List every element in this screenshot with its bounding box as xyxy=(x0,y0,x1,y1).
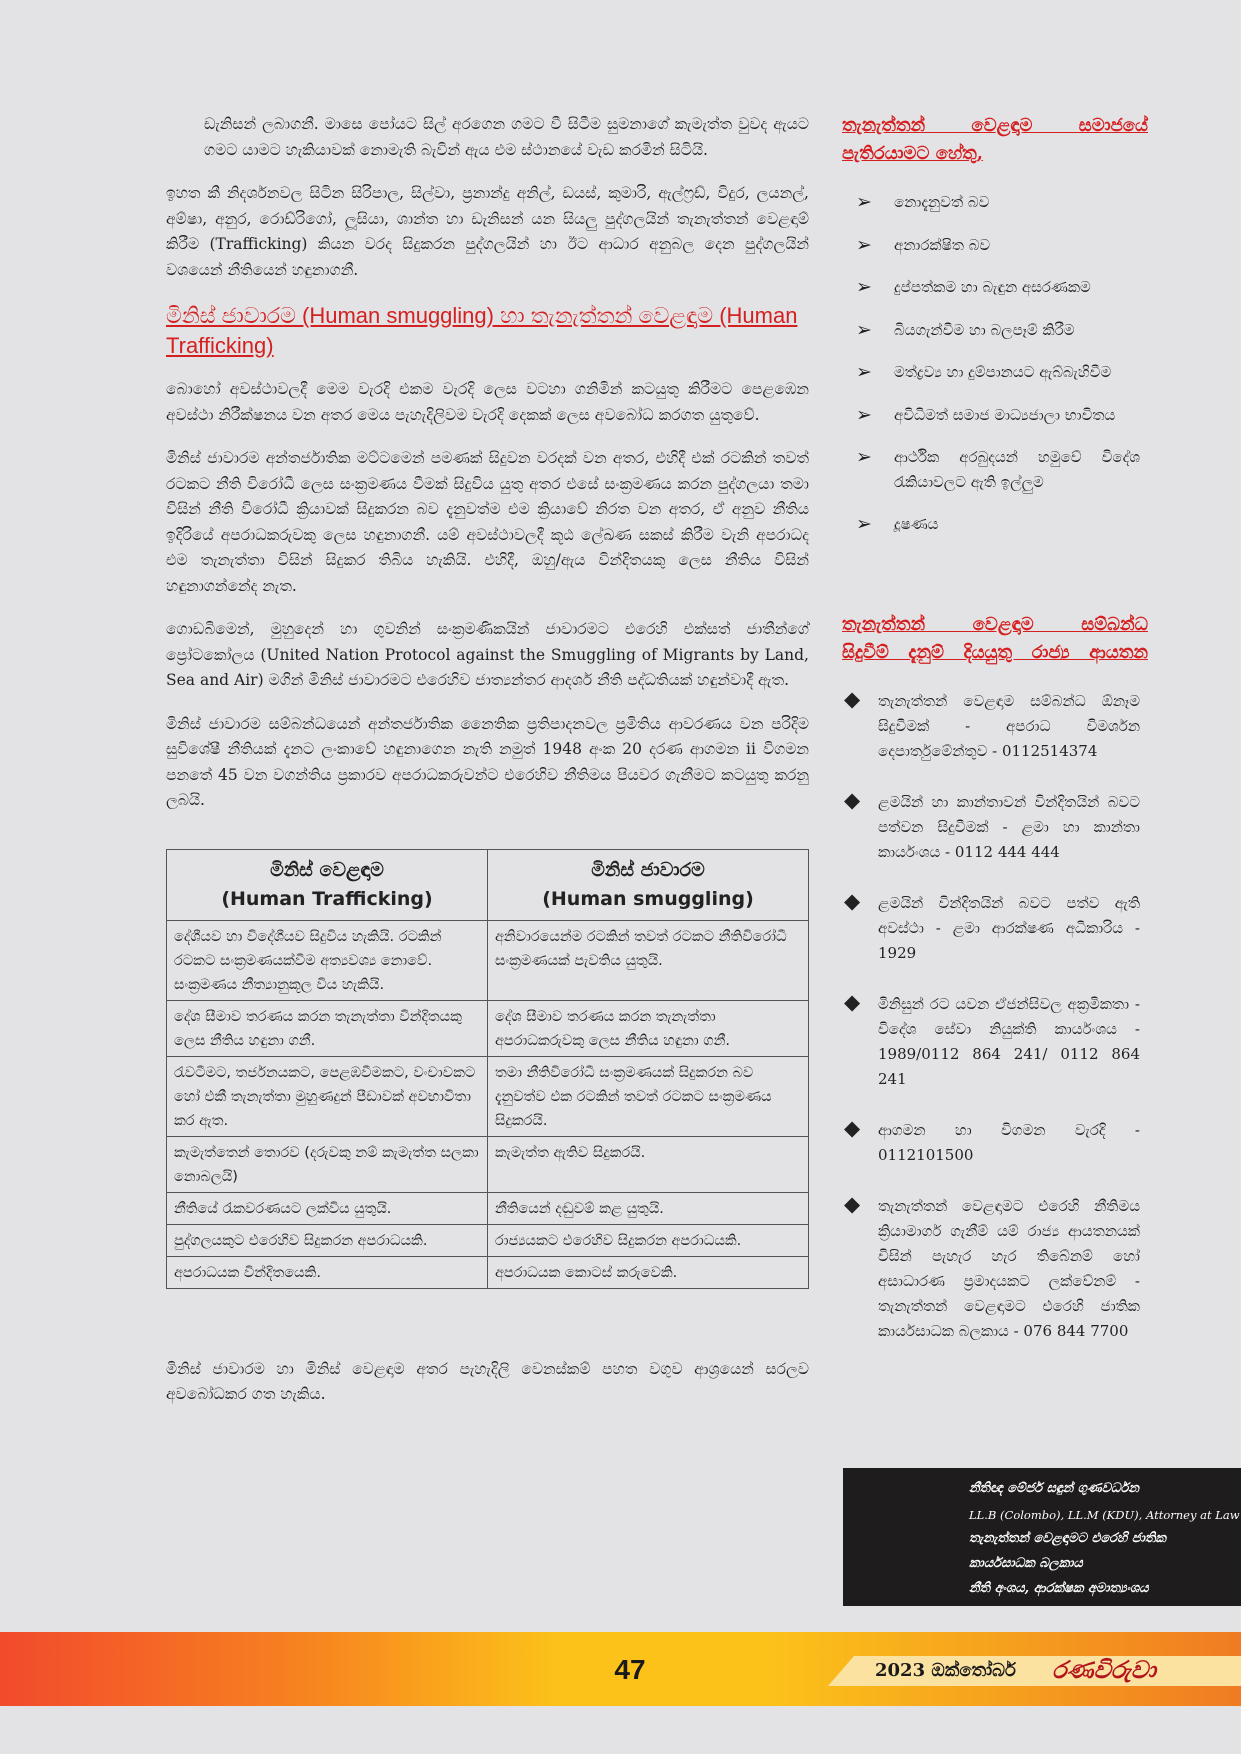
table-cell: කැමැත්තෙන් තොරව (දරුවකු නම් කැමැත්ත සලකා නොබලයි) xyxy=(167,1136,488,1192)
contacts-heading-line1: තැනැත්තන් වෙළඳාම සම්බන්ධ xyxy=(842,613,1148,635)
table-cell: දේශ සීමාව තරණය කරන තැනැත්තා වින්දිතයකු ලෙස නීතිය හඳුනා ගනී. xyxy=(167,1000,488,1056)
closing-paragraph: මිනිස් ජාවාරම හා මිනිස් වෙළඳාම අතර පැහැදිලි වෙනස්කම් පහත වගුව ආශ්‍රයෙන් සරලව අවබෝධකර ගත හැකිය. xyxy=(166,1359,809,1403)
list-item: ◆ මිනිසුන් රට යවන ඒජන්සිවල අක්‍රමිකතා - විදේශ සේවා නියුක්ති කාර්යංශය - 1989/0112 864 241/ 0112 864 241 xyxy=(844,989,1140,1088)
list-item: ➢ මත්ද්‍රව්‍ය හා දුම්පානයට ඇබ්බැහිවීම xyxy=(856,361,1112,383)
list-item: ◆ ආගමන හා විගමන වැරදි - 0112101500 xyxy=(844,1115,1140,1164)
list-item: ◆ තැනැත්තන් වෙළඳාම සම්බන්ධ ඕනෑම සිදුවීමක් - අපරාධ විමර්ශන දෙපාර්තුමේන්තුව - 0112514374 xyxy=(844,686,1140,760)
table-cell: නීතියේ රැකවරණයට ලක්විය යුතුයි. xyxy=(167,1192,488,1224)
table-cell: දේශ සීමාව තරණය කරන තැනැත්තා අපරාධකරුවකු ලෙස නීතිය හඳුනා ගනී. xyxy=(488,1000,809,1056)
list-item: ➢ දූෂණය xyxy=(856,513,939,535)
list-item: ◆ තැනැත්තන් වෙළඳාමට එරෙහි නීතිමය ක්‍රියාමාර්ග ගැනීම් යම් රාජ්‍ය ආයතනයක් විසින් පැහැර හැර තිබේනම් හෝ අසාධාරණ ප්‍රමාදයකට ලක්වේනම් - තැනැත්තන් වෙළඳාමට එරෙහි ජාතික කාර්යසාධක බලකාය - 076 844 7700 xyxy=(844,1191,1140,1340)
header-line1: මිනිස් වෙළඳාම xyxy=(270,858,384,881)
body-paragraph-4: ගොඩබිමෙන්, මුහුදෙන් හා ගුවනින් සංක්‍රමණිකයින් ජාවාරමට එරෙහි එක්සත් ජාතීන්ගේ ප්‍රෝටකෝලය (United Nation Protocol against the Smuggling of Migrants by Land, Sea and Air) මගින් මිනිස් ජාවාරමට එරෙහිව ජාත්‍යන්තර ආදර්ශ නීති පද්ධතියක් හඳුන්වාදී ඇත. xyxy=(166,620,809,689)
table-cell: අපරාධයක වින්දිතයෙකි. xyxy=(167,1256,488,1288)
author-name: නීතිඥ මේජර් සඳුන් ගුණවර්ධන xyxy=(969,1481,1139,1496)
header-line1: මිනිස් ජාවාරම xyxy=(591,858,705,881)
table-row xyxy=(167,1192,809,1224)
header-smuggling xyxy=(488,849,809,920)
author-role-line2: කාර්යසාධක බලකාය xyxy=(969,1556,1083,1571)
main-column xyxy=(166,112,809,1408)
table-row xyxy=(167,1056,809,1136)
table-cell: අපරාධයක කොටස් කරුවෙකි. xyxy=(488,1256,809,1288)
causes-heading-line2: පැතිරයාමට හේතු, xyxy=(842,143,984,164)
intro-paragraph: ඩැනිසන් ලබාගනී. මාසෙ පෝයට සිල් අරගෙන ගමට වී සිටීම සුමනාගේ කැමැත්ත වුවද ඇයට ගමට යාමට හැකියාවක් නොමැති බැවින් ඇය එම ස්ථානයේ වැඩ කරමින් සිටියි. xyxy=(204,115,809,159)
list-item: ➢ අනාරක්ෂිත බව xyxy=(856,233,991,256)
table-row xyxy=(167,1224,809,1256)
list-item: ➢ නොදැනුවත් බව xyxy=(856,191,990,213)
diamond-bullet-icon: ◆ xyxy=(844,1191,861,1216)
arrow-bullet-icon: ➢ xyxy=(856,361,872,383)
table-header-row xyxy=(167,849,809,920)
arrow-bullet-icon: ➢ xyxy=(856,191,872,213)
table-row xyxy=(167,920,809,1000)
table-cell: රැවටීමට, තර්ජනයකට, පෙළඹවීමකට, වංචාවකට හෝ එකී තැනැත්තා මුහුණදුන් පීඩාවක් අවභාවිතා කර ඇත. xyxy=(167,1056,488,1136)
diamond-bullet-icon: ◆ xyxy=(844,686,861,711)
diamond-bullet-icon: ◆ xyxy=(844,989,861,1014)
table-cell: රාජ්‍යයකට එරෙහිව සිදුකරන අපරාධයකි. xyxy=(488,1224,809,1256)
arrow-bullet-icon: ➢ xyxy=(856,513,872,535)
body-paragraph-2: බොහෝ අවස්ථාවලදී මෙම වැරදි එකම වැරදි ලෙස වටහා ගනිමින් කටයුතු කිරීමට පෙළඹෙන අවස්ථා නිරීක්ෂනය වන අතර මෙය පැහැදිලිවම වැරදි දෙකක් ලෙස අවබෝධ කරගත යුතුවේ. xyxy=(166,380,809,424)
list-item: ◆ ළමයින් වින්දිතයින් බවට පත්ව ඇති අවස්ථා - ළමා ආරක්ෂණ අධිකාරිය - 1929 xyxy=(844,888,1140,962)
causes-heading-line1: තැනැත්තන් වෙළඳාම සමාජයේ xyxy=(842,115,1148,136)
author-qualifications: LL.B (Colombo), LL.M (KDU), Attorney at Law xyxy=(969,1508,1240,1522)
header-line2: (Human smuggling) xyxy=(542,887,754,910)
body-paragraph-5: මිනිස් ජාවාරම සම්බන්ධයෙන් අන්තර්ජාතික නෛතික ප්‍රතිපාදනවල ප්‍රමිතිය ආවරණය වන පරිදිම සුවිශේෂී නීතියක් දැනට ලංකාවේ හඳුනාගෙන නැති නමුත් 1948 අංක 20 දරණ ආගමන ii විගමන පනතේ 45 වන වගන්තිය ප්‍රකාරව අපරාධකරුවන්ට එරෙහිව නීතිමය පියවර ගැනීමට කටයුතු කරනු ලබයි. xyxy=(166,714,809,809)
diamond-bullet-icon: ◆ xyxy=(844,787,861,812)
table-cell: කැමැත්ත ඇතිව සිදුකරයි. xyxy=(488,1136,809,1192)
comparison-table xyxy=(166,849,809,1289)
arrow-bullet-icon: ➢ xyxy=(856,276,872,298)
diamond-bullet-icon: ◆ xyxy=(844,1115,861,1140)
author-role-line1: තැනැත්තන් වෙළඳාමට එරෙහි ජාතික xyxy=(969,1531,1166,1546)
contacts-list xyxy=(842,686,1148,1344)
causes-list xyxy=(842,190,1148,537)
author-box xyxy=(843,1468,1241,1606)
header-line2: (Human Trafficking) xyxy=(221,887,433,910)
arrow-bullet-icon: ➢ xyxy=(856,403,872,426)
list-item: ➢ බියගැන්වීම හා බලපෑම් කිරීම xyxy=(856,318,1075,341)
arrow-bullet-icon: ➢ xyxy=(856,318,872,341)
table-cell: තමා නීතිවිරෝධී සංක්‍රමණයක් සිදුකරන බව දැනුවත්ව එක රටකින් තවත් රටකට සංක්‍රමණය සිදුකරයි. xyxy=(488,1056,809,1136)
arrow-bullet-icon: ➢ xyxy=(856,233,872,256)
list-item: ➢ දුප්පත්කම හා බැඳුන අසරණකම xyxy=(856,276,1091,298)
table-cell: අනිවාරයෙන්ම රටකින් තවත් රටකට නීතිවිරෝධී සංක්‍රමණයක් පැවතිය යුතුයි. xyxy=(488,920,809,1000)
diamond-bullet-icon: ◆ xyxy=(844,888,861,913)
header-trafficking xyxy=(167,849,488,920)
table-cell: දේශීයව හා විදේශීයව සිදුවිය හැකියි. රටකින් රටකට සංක්‍රමණයක්වීම අත්‍යවශ්‍ය නොවේ. සංක්‍රමණය නීත්‍යානුකූල විය හැකියි. xyxy=(167,920,488,1000)
page-number: 47 xyxy=(614,1654,646,1685)
table-cell: පුද්ගලයකුට එරෙහිව සිදුකරන අපරාධයකි. xyxy=(167,1224,488,1256)
arrow-bullet-icon: ➢ xyxy=(856,446,872,468)
list-item: ➢ ආර්ථික අරබුදයන් හමුවේ විදේශ රැකියාවලට ඇති ඉල්ලුම xyxy=(856,446,1140,491)
table-row xyxy=(167,1136,809,1192)
table-row xyxy=(167,1000,809,1056)
table-row xyxy=(167,1256,809,1288)
list-item: ➢ අවිධිමත් සමාජ මාධ්‍යජාලා භාවිතය xyxy=(856,403,1116,426)
section-heading: මිනිස් ජාවාරම (Human smuggling) හා තැනැත්තන් වෙළඳාම (Human Trafficking) xyxy=(166,303,798,358)
body-paragraph-3: මිනිස් ජාවාරම අන්තර්ජාතික මට්ටමෙන් පමණක් සිදුවන වරදක් වන අතර, එහිදී එක් රටකින් තවත් රටකට නීති විරෝධී ලෙස සංක්‍රමණය වීමක් සිදුවිය යුතු අතර එසේ සංක්‍රමණය කරන පුද්ගලයා තමා විසින් නීති විරෝධී ක්‍රියාවක් සිදුකරන බව දැනුවත්ම එම ක්‍රියාවේ නිරත වන අතර, ඒ අනුව නීතිය ඉදිරියේ අපරාධකරුවකු ලෙස හඳුනාගනී. යම් අවස්ථාවලදී කූඨ ලේඛණ සකස් කිරීම වැනි අපරාධද එම තැනැත්තා විසින් සිදුකර තිබිය හැකියි. එහිදී, ඔහු/ඇය වින්දිතයකු ලෙස නීතිය විසින් හඳුනාගන්නේද නැත. xyxy=(166,449,809,595)
body-paragraph-1: ඉහත කී නිදර්ශනවල සිටින සිරිපාල, සිල්වා, ප්‍රනාන්දු අනිල්, ඩයස්, කුමාරි, ඇල්ෆ්‍රඩ්, විදුර, ලයනල්, අම්ෂා, අනුර, රොඩ්රිගෝ, ලූසියා, ශාන්ත හා ඩැනිසන් යන සියලු පුද්ගලයින් තැනැත්තන් වෙළඳාම් කිරීම (Trafficking) කියන වරද සිදුකරන පුද්ගලයින් හා ඊට ආධාර අනුබල දෙන පුද්ගලයින් වශයෙන් නීතියෙන් හඳුනාගනී. xyxy=(166,184,809,279)
contacts-heading-line2: සිදුවීම් දැනුම් දියයුතු රාජ්‍ය ආයතන xyxy=(842,641,1148,663)
magazine-logo: රණවිරුවා xyxy=(1052,1656,1156,1684)
sidebar xyxy=(842,112,1148,1370)
issue-date: 2023 ඔක්තෝබර් xyxy=(875,1660,1016,1681)
author-ministry: නීති අංශය, ආරක්ෂක අමාත්‍යංශය xyxy=(969,1581,1149,1596)
list-item: ◆ ළමයින් හා කාන්තාවන් වින්දිතයින් බවට පත්වන සිදුවීමක් - ළමා හා කාන්තා කාර්යංශය - 0112 444 444 xyxy=(844,787,1140,861)
table-cell: නීතියෙන් දඬුවම් කළ යුතුයි. xyxy=(488,1192,809,1224)
